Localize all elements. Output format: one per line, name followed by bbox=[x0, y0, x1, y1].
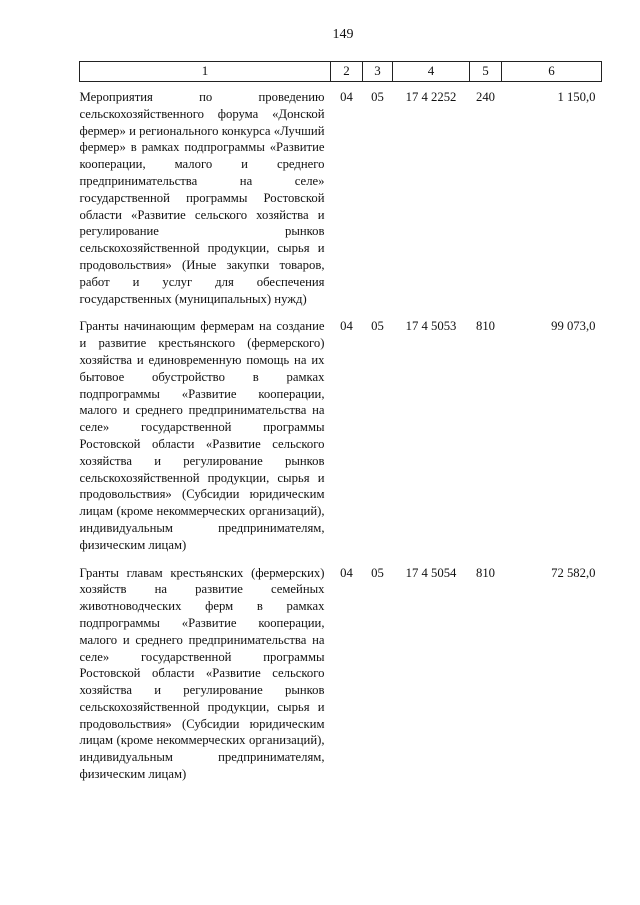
row-description: Мероприятия по проведению сельскохозяйственного форума «Донской фермер» и регионального конкурса «Лучший фермер» в рамках подпрограммы «Развитие кооперации, малого и среднего предпринимательства на селе» государственной программы Ростовской области «Развитие сельского хозяйства и регулирование рынков сельскохозяйственной продукции, сырья и продовольствия» (Иные закупки товаров, работ и услуг для обеспечения государственных (муниципальных) нужд) bbox=[79, 90, 325, 306]
row-section-code: 04 bbox=[340, 319, 353, 334]
row-description: Гранты начинающим фермерам на создание и развитие крестьянского (фермерского) хозяйства и единовременную помощь на их бытовое обустройство в рамках подпрограммы «Развитие кооперации, малого и среднего предпринимательства на селе» государственной программы Ростовской области «Развитие сельского хозяйства и регулирование рынков сельскохозяйственной продукции, сырья и продовольствия» (Субсидии юридическим лицам (кроме некоммерческих организаций), индивидуальным предпринимателям, физическим лицам) bbox=[79, 319, 325, 552]
row-target-article-code: 17 4 2252 bbox=[405, 90, 457, 104]
row-amount: 99 073,0 bbox=[551, 319, 596, 334]
row-expense-type-code: 810 bbox=[475, 565, 496, 580]
row-target-article-code: 17 4 5053 bbox=[405, 319, 457, 334]
row-subsection-code: 05 bbox=[371, 319, 384, 334]
page-number: 149 bbox=[332, 27, 354, 42]
row-subsection-code: 05 bbox=[371, 565, 384, 580]
budget-table bbox=[79, 61, 602, 783]
table-header bbox=[80, 62, 602, 82]
column-header-3: 3 bbox=[363, 62, 393, 82]
table-row bbox=[80, 565, 602, 783]
row-amount: 1 150,0 bbox=[557, 90, 596, 104]
column-header-1: 1 bbox=[80, 62, 331, 82]
row-amount: 72 582,0 bbox=[551, 565, 596, 580]
row-target-article-code: 17 4 5054 bbox=[405, 565, 457, 580]
row-description: Гранты главам крестьянских (фермерских) хозяйств на развитие семейных животноводческих ферм в рамках подпрограммы «Развитие кооперации, малого и среднего предпринимательства на селе» государственной программы Ростовской области «Развитие сельского хозяйства и регулирование рынков сельскохозяйственной продукции, сырья и продовольствия» (Субсидии юридическим лицам (кроме некоммерческих организаций), индивидуальным предпринимателям, физическим лицам) bbox=[79, 565, 325, 782]
column-header-5: 5 bbox=[470, 62, 502, 82]
row-expense-type-code: 240 bbox=[475, 90, 496, 104]
column-header-6: 6 bbox=[502, 62, 602, 82]
row-section-code: 04 bbox=[340, 565, 353, 580]
column-header-2: 2 bbox=[331, 62, 363, 82]
column-header-4: 4 bbox=[393, 62, 470, 82]
table-row bbox=[80, 318, 602, 564]
table-row bbox=[80, 82, 602, 319]
row-expense-type-code: 810 bbox=[475, 319, 496, 334]
row-subsection-code: 05 bbox=[371, 90, 384, 104]
row-section-code: 04 bbox=[340, 90, 353, 104]
